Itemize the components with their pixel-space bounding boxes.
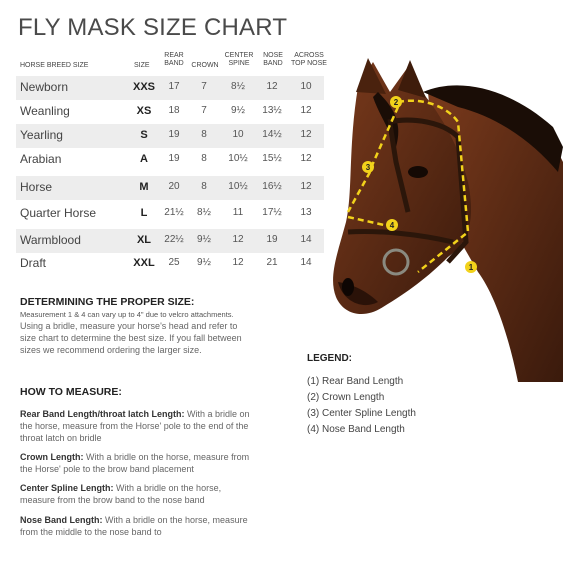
table-row	[16, 76, 324, 100]
size-cell: XXS	[132, 81, 155, 93]
breed-cell: Arabian	[20, 152, 62, 166]
header-size: SIZE	[134, 62, 150, 69]
marker-2-label: 2	[393, 98, 399, 107]
nose-band-text: Nose Band Length: With a bridle on the horse, measure from the middle to the nose band to	[20, 515, 248, 537]
crown-cell: 9½	[197, 234, 211, 245]
across-cell: 12	[300, 129, 312, 140]
marker-3-label: 3	[365, 163, 371, 172]
legend-item: (4) Nose Band Length	[307, 424, 405, 435]
spine-cell: 10	[232, 129, 244, 140]
nose-cell: 16½	[262, 181, 282, 192]
spine-cell: 11	[232, 207, 244, 218]
size-cell: XS	[136, 105, 152, 117]
size-cell: XL	[136, 234, 152, 246]
across-cell: 10	[300, 81, 312, 92]
header-breed: HORSE BREED SIZE	[20, 62, 89, 69]
size-cell: M	[139, 181, 149, 193]
center-spline-text: Center Spline Length: With a bridle on the horse, measure from the brow band to the nose band	[20, 483, 222, 505]
marker-1-label: 1	[468, 263, 474, 272]
crown-cell: 7	[201, 105, 207, 116]
table-row	[16, 124, 324, 148]
size-cell: A	[140, 153, 148, 165]
breed-cell: Horse	[20, 180, 53, 194]
nose-cell: 12	[266, 81, 278, 92]
table-row	[16, 100, 324, 124]
nose-cell: 19	[266, 234, 278, 245]
crown-cell: 8½	[197, 207, 211, 218]
legend-heading: LEGEND:	[307, 353, 352, 364]
crown-cell: 8	[201, 129, 207, 140]
how-heading: HOW TO MEASURE:	[20, 386, 122, 398]
rear-cell: 25	[168, 257, 180, 268]
page-title: FLY MASK SIZE CHART	[18, 14, 288, 41]
size-cell: S	[140, 129, 148, 141]
breed-cell: Draft	[20, 256, 47, 270]
determining-heading: DETERMINING THE PROPER SIZE:	[20, 296, 195, 308]
rear-cell: 19	[168, 153, 180, 164]
table-row	[16, 252, 324, 276]
nose-cell: 15½	[262, 153, 282, 164]
spine-cell: 8½	[231, 81, 245, 92]
legend-item: (2) Crown Length	[307, 392, 385, 403]
across-cell: 14	[300, 234, 312, 245]
marker-4-label: 4	[389, 221, 395, 230]
nose-cell: 14½	[262, 129, 282, 140]
legend-item: (1) Rear Band Length	[307, 376, 404, 387]
rear-cell: 20	[168, 181, 180, 192]
rear-cell: 21½	[164, 207, 184, 218]
breed-cell: Newborn	[20, 80, 69, 94]
across-cell: 12	[300, 153, 312, 164]
nose-cell: 13½	[262, 105, 282, 116]
table-row	[16, 148, 324, 172]
size-cell: XXL	[133, 257, 155, 269]
across-cell: 13	[300, 207, 312, 218]
header-nose-band: NOSE BAND	[263, 52, 283, 67]
rear-cell: 19	[168, 129, 180, 140]
rear-cell: 22½	[164, 234, 184, 245]
size-cell: L	[140, 207, 148, 219]
crown-text: Crown Length: With a bridle on the horse, measure from the Horse' pole to the brow band placement	[20, 452, 250, 474]
breed-cell: Weanling	[20, 104, 70, 118]
nose-cell: 21	[266, 257, 278, 268]
header-center-spine: CENTER SPINE	[224, 52, 254, 67]
spine-cell: 9½	[231, 105, 245, 116]
header-rear-band: REAR BAND	[164, 52, 184, 67]
table-row	[16, 229, 324, 253]
header-crown: CROWN	[191, 62, 219, 69]
crown-cell: 7	[201, 81, 207, 92]
breed-cell: Warmblood	[20, 233, 81, 247]
spine-cell: 10½	[228, 153, 248, 164]
across-cell: 12	[300, 181, 312, 192]
header-across-top-nose: ACROSS TOP NOSE	[291, 52, 327, 67]
breed-cell: Quarter Horse	[20, 206, 97, 220]
determining-note: Measurement 1 & 4 can vary up to 4" due to velcro attachments.	[20, 310, 234, 319]
rear-band-text: Rear Band Length/throat latch Length: With a bridle on the horse, measure from the Horse' pole to the end of the throat latch on bridle	[20, 409, 250, 443]
breed-cell: Yearling	[20, 128, 63, 142]
across-cell: 14	[300, 257, 312, 268]
spine-cell: 12	[232, 257, 244, 268]
spine-cell: 12	[232, 234, 244, 245]
rear-cell: 17	[168, 81, 180, 92]
nose-cell: 17½	[262, 207, 282, 218]
horse-head-illustration	[318, 52, 563, 382]
across-cell: 12	[300, 105, 312, 116]
spine-cell: 10½	[228, 181, 248, 192]
table-row	[16, 176, 324, 200]
crown-cell: 8	[201, 181, 207, 192]
determining-text: Using a bridle, measure your horse's head and refer to size chart to determine the best size. If you fall between sizes we recommend ordering the larger size.	[20, 321, 242, 355]
table-row	[16, 202, 324, 226]
rear-cell: 18	[168, 105, 180, 116]
crown-cell: 8	[201, 153, 207, 164]
crown-cell: 9½	[197, 257, 211, 268]
legend-item: (3) Center Spline Length	[307, 408, 416, 419]
